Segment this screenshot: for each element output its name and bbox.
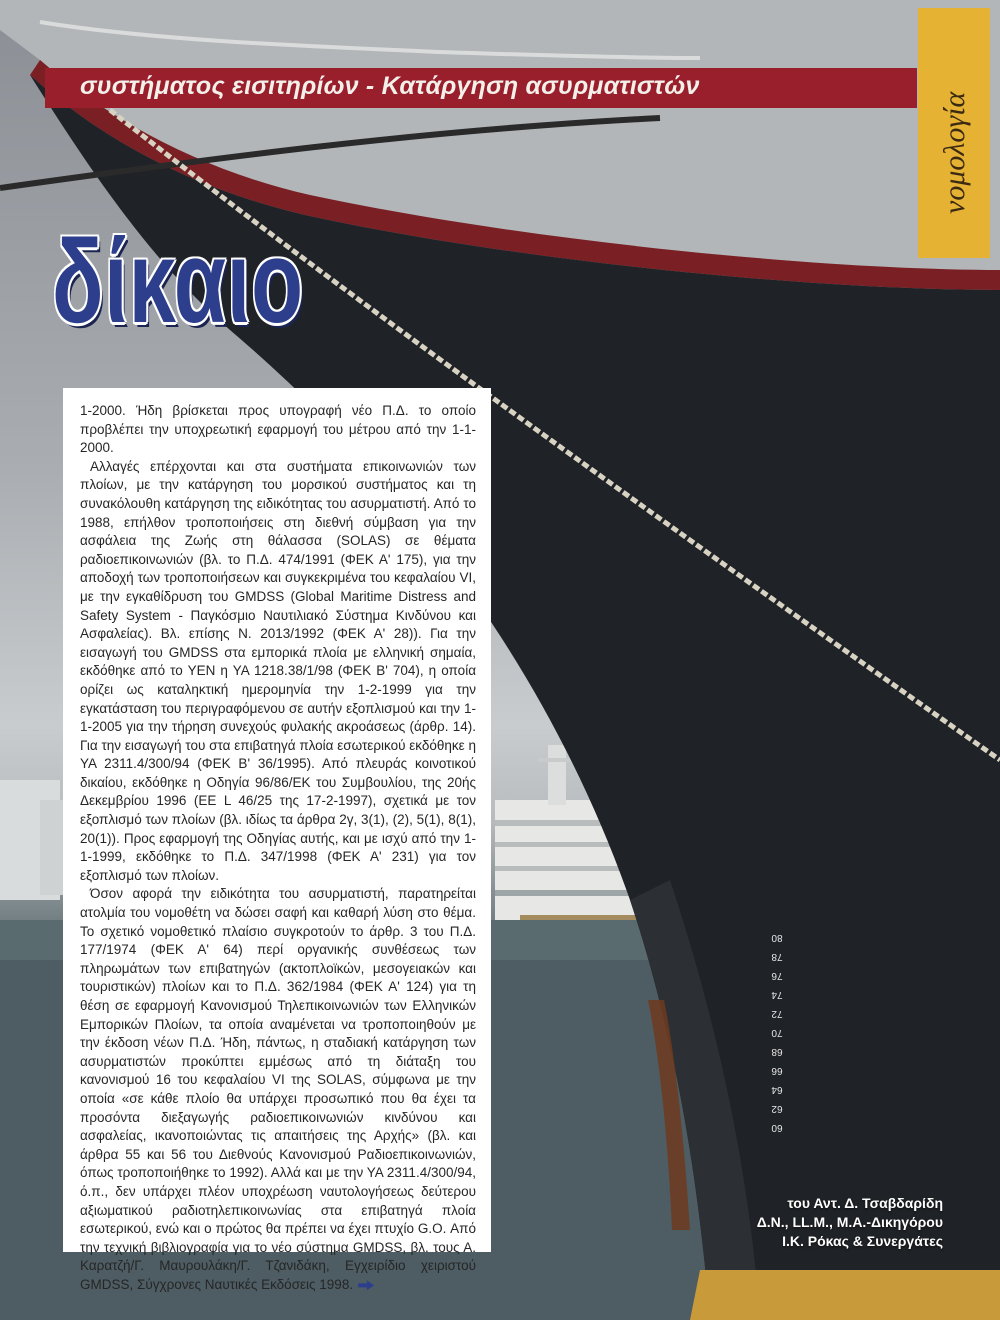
draft-mark: 72 [771, 1008, 783, 1019]
draft-mark: 66 [771, 1065, 783, 1076]
draft-mark: 78 [771, 951, 783, 962]
author-firm: Ι.Κ. Ρόκας & Συνεργάτες [782, 1233, 943, 1249]
author-byline [757, 1194, 943, 1251]
article-paragraph: 1-2000. Ήδη βρίσκεται προς υπογραφή νέο Π.Δ. το οποίο προβλέπει την υποχρεωτική εφαρμογή του μέτρου από την 1-1-2000. [80, 403, 476, 456]
author-name: του Αντ. Δ. Τσαβδαρίδη [787, 1195, 943, 1211]
draft-mark: 76 [771, 970, 783, 981]
end-of-article-icon [358, 1280, 374, 1290]
draft-mark: 80 [771, 932, 783, 943]
page-title: συστήματος εισιτηρίων - Κατάργηση ασυρματιστών [80, 72, 700, 100]
draft-mark: 62 [771, 1103, 783, 1114]
quay [690, 1270, 1000, 1320]
section-tab-label: νομολογία [938, 91, 971, 214]
section-heading: δίκαιο [52, 216, 304, 348]
article-paragraph [80, 885, 476, 1294]
article-body [80, 402, 476, 1295]
draft-mark: 68 [771, 1046, 783, 1057]
author-credentials: Δ.Ν., LL.M., Μ.Α.-Δικηγόρου [756, 1214, 943, 1230]
article-paragraph: Αλλαγές επέρχονται και στα συστήματα επικοινωνιών των πλοίων, με την κατάργηση του μορσικού συστήματος και τη συνακόλουθη κατάργηση της ειδικότητας του ασυρματιστή. Από το 1988, επήλθον τροποποιήσεις στη διεθνή σύμβαση για την ασφάλεια της Ζωής στη θάλασσα (SOLAS) σε θέματα ραδιοεπικοινωνιών (βλ. το Π.Δ. 474/1991 (ΦΕΚ Α' 175), για την αποδοχή των τροποποιήσεων και συγκεκριμένα του κεφαλαίου VI, με την εγκαθίδρυση του GMDSS (Global Maritime Distress and Safety System - Παγκόσμιο Ναυτιλιακό Σύστημα Κινδύνου και Ασφαλείας). Βλ. επίσης Ν. 2013/1992 (ΦΕΚ Α' 28)). Για την εισαγωγή του GMDSS στα εμπορικά πλοία με ελληνική σημαία, εκδόθηκε από το ΥΕΝ η ΥΑ 1218.38/1/98 (ΦΕΚ Β' 704), η οποία ορίζει ως καταληκτική ημερομηνία την 1-2-1999 για την εγκατάσταση του περιγραφόμενου σε αυτήν εξοπλισμού και την 1-1-2005 για την τήρηση συνεχούς φυλακής ακροάσεως (άρθρ. 14). Για την εισαγωγή του στα επιβατηγά πλοία εσωτερικού εκδόθηκε η ΥΑ 2311.4/300/94 (ΦΕΚ Β' 36/1995). Από πλευράς κοινοτικού δικαίου, εκδόθηκε η Οδηγία 96/86/ΕΚ του Συμβουλίου, της 20ής Δεκεμβρίου 1996 (ΕΕ L 46/25 της 17-2-1997), σχετικά με τον εξοπλισμό των πλοίων (βλ. ιδίως τα άρθρα 2γ, 3(1), (2), 5(1), 8(1), 20(1)). Προς εφαρμογή της Οδηγίας αυτής, και με ισχύ από την 1-1-1999, εκδόθηκε το Π.Δ. 347/1998 (ΦΕΚ Α' 231) για τον εξοπλισμό των πλοίων. [80, 458, 476, 883]
draft-mark: 74 [771, 989, 783, 1000]
draft-mark: 70 [771, 1027, 783, 1038]
draft-mark: 60 [771, 1122, 783, 1133]
draft-mark: 64 [771, 1084, 783, 1095]
article-paragraph-text: Όσον αφορά την ειδικότητα του ασυρματιστή, παρατηρείται ατολμία του νομοθέτη να δώσει σαφή και καθαρή λύση στο θέμα. Το σχετικό νομοθετικό πλαίσιο συγκροτούν το άρθρ. 3 του Π.Δ. 177/1974 (ΦΕΚ Α' 64) περί οργανικής συνθέσεως των πληρωμάτων των επιβατηγών (ακτοπλοϊκών, μεσογειακών και τουριστικών) πλοίων και το Π.Δ. 362/1984 (ΦΕΚ Α' 124) για τη θέση σε εφαρμογή Κανονισμού Τηλεπικοινωνιών των Ελληνικών Εμπορικών Πλοίων, τα οποία αναμένεται να τροποποιηθούν με την έκδοση νέων Π.Δ. Ήδη, πάντως, η σταδιακή κατάργηση των ασυρματιστών προκύπτει εμμέσως από τη διάταξη του κανονισμού 16 του κεφαλαίου VI της SOLAS, σύμφωνα με την οποία «σε κάθε πλοίο θα υπάρχει προσωπικό που θα έχει τα προσόντα διεξαγωγής ραδιοεπικοινωνιών κινδύνου και ασφαλείας, ικανοποιώντας τις απαιτήσεις της Αρχής» (βλ. και άρθρα 55 και 56 του Διεθνούς Κανονισμού Ραδιοεπικοινωνιών, όπως τροποποιήθηκε το 1992). Αλλά και με την ΥΑ 2311.4/300/94, ό.π., δεν υπάρχει πλέον υποχρέωση ναυτολογήσεως δεύτερου αξιωματικού ραδιοτηλεπικοινωνίας στα επιβατηγά πλοία εσωτερικού, ενώ και ο πρώτος θα πρέπει να έχει πτυχίο G.O. Από την τεχνική βιβλιογραφία για το νέο σύστημα GMDSS, βλ. τους Α. Καρατζή/Γ. Μαυρουλάκη/Γ. Τζανιδάκη, Εγχειρίδιο χειριστού GMDSS, Σύγχρονες Ναυτικές Εκδόσεις 1998. [80, 886, 476, 1292]
